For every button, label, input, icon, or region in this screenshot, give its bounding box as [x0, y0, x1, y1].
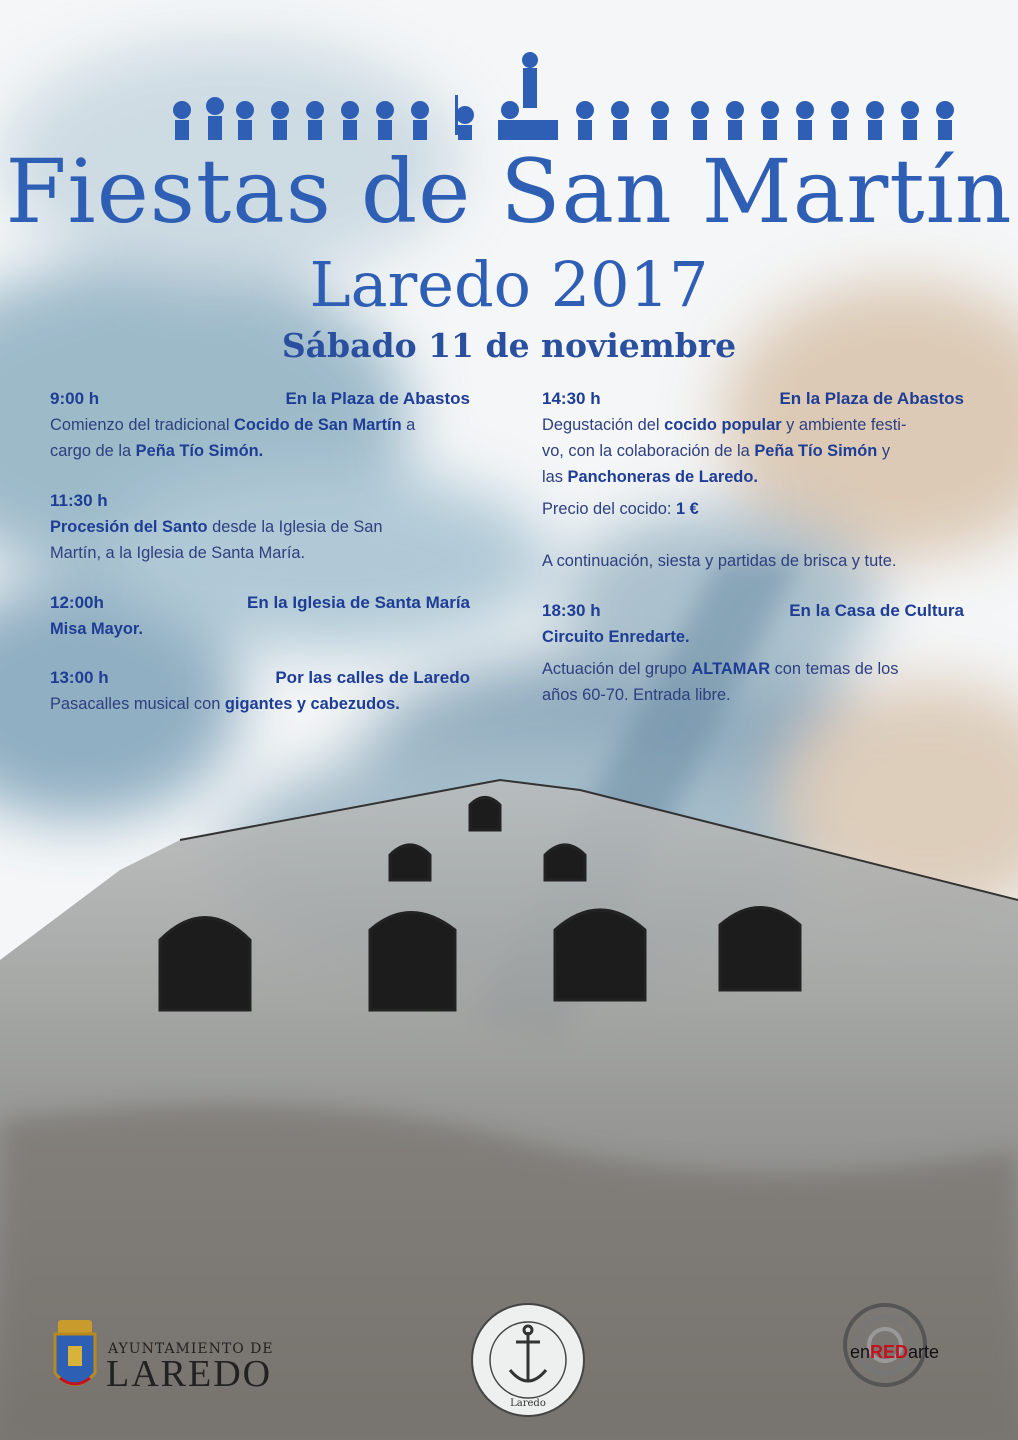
event-text: Degustación del	[542, 416, 665, 434]
event-text: a	[401, 416, 416, 434]
event-1830	[542, 598, 964, 708]
enredarte-part-en: en	[850, 1342, 871, 1362]
event-place: En la Plaza de Abastos	[285, 389, 470, 408]
event-time: 14:30 h	[542, 389, 601, 408]
price-label: Precio del cocido:	[542, 500, 676, 518]
event-highlight: Circuito Enredarte.	[542, 628, 690, 646]
ayuntamiento-logo	[50, 1318, 310, 1398]
event-1200	[50, 590, 470, 642]
event-text: y	[877, 442, 891, 460]
enredarte-label	[850, 1342, 939, 1363]
enredarte-part-red: RED	[870, 1342, 909, 1362]
event-highlight: cocido popular	[664, 416, 782, 434]
event-highlight: Procesión del Santo	[50, 518, 208, 536]
seal-bottom-label: Laredo	[510, 1398, 546, 1409]
event-1130	[50, 488, 470, 566]
event-0900	[50, 386, 470, 464]
event-time: 13:00 h	[50, 668, 109, 687]
ayuntamiento-label: AYUNTAMIENTO DE	[108, 1341, 274, 1357]
event-highlight: Peña Tío Simón	[754, 442, 878, 460]
event-time: 18:30 h	[542, 601, 601, 620]
event-text: Comienzo del tradicional	[50, 416, 235, 434]
poster-title: Fiestas de San Martín	[5, 140, 1013, 243]
event-highlight: Misa Mayor.	[50, 620, 143, 638]
event-text: y ambiente festi-	[781, 416, 907, 434]
event-highlight: Panchoneras de Laredo.	[567, 468, 758, 486]
price-value: 1 €	[675, 500, 699, 518]
event-date: Sábado 11 de noviembre	[281, 326, 737, 365]
event-time: 12:00h	[50, 593, 104, 612]
event-highlight: Cocido de San Martín	[234, 416, 402, 434]
event-text: años 60-70. Entrada libre.	[542, 686, 731, 704]
coat-of-arms-icon	[50, 1318, 100, 1398]
event-text: A continuación, siesta y partidas de brisca y tute.	[542, 552, 897, 570]
event-place: Por las calles de Laredo	[275, 668, 470, 687]
anchor-seal-icon	[468, 1300, 588, 1420]
event-time: 11:30 h	[50, 491, 108, 510]
event-text: Actuación del grupo	[542, 660, 692, 678]
event-time: 9:00 h	[50, 389, 100, 408]
event-highlight: Peña Tío Simón.	[135, 442, 264, 460]
event-place: En la Casa de Cultura	[789, 601, 964, 620]
event-text: Pasacalles musical con	[50, 695, 225, 713]
event-text: las	[542, 468, 568, 486]
event-text: con temas de los	[770, 660, 899, 678]
laredo-label: LAREDO	[106, 1353, 273, 1395]
event-highlight: ALTAMAR	[691, 660, 771, 678]
enredarte-logo	[840, 1300, 970, 1400]
enredarte-part-arte: arte	[908, 1342, 940, 1362]
event-text: cargo de la	[50, 442, 136, 460]
event-text: Martín, a la Iglesia de Santa María.	[50, 544, 306, 562]
event-text: vo, con la colaboración de la	[542, 442, 755, 460]
event-place: En la Plaza de Abastos	[779, 389, 964, 408]
event-place: En la Iglesia de Santa María	[247, 593, 470, 612]
poster-subtitle: Laredo 2017	[309, 248, 709, 321]
cofradia-seal	[468, 1300, 588, 1420]
event-highlight: gigantes y cabezudos.	[224, 695, 400, 713]
event-1430	[542, 386, 964, 574]
event-text: desde la Iglesia de San	[207, 518, 383, 536]
event-1300	[50, 665, 470, 717]
